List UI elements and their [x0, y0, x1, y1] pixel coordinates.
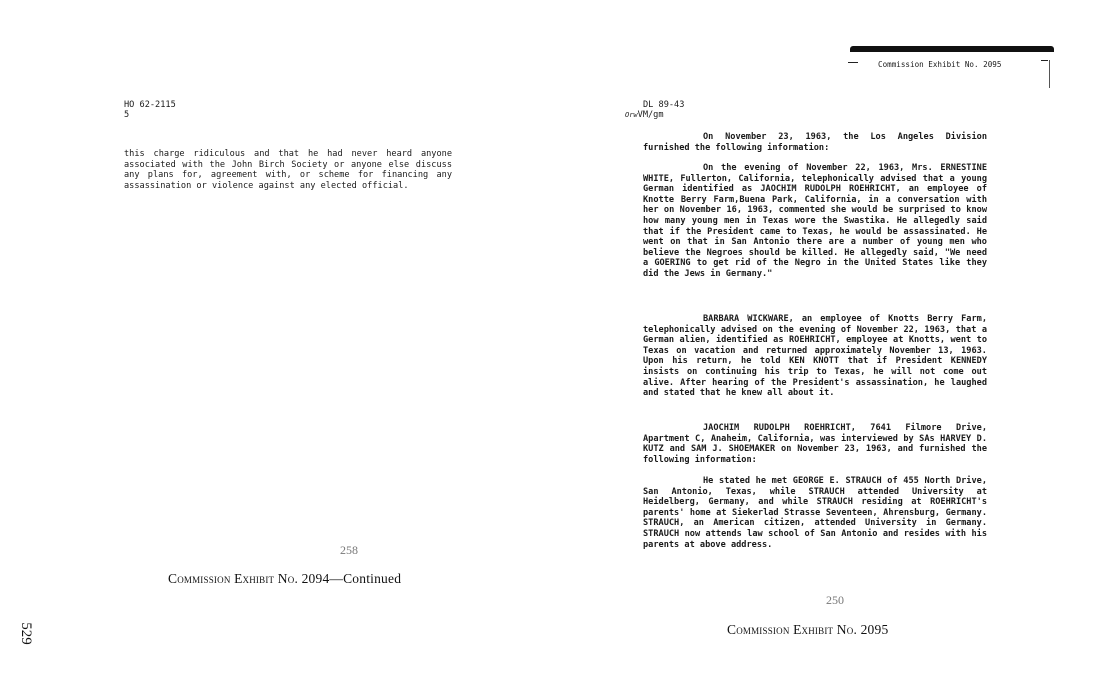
right-page-stamp: 250 — [826, 593, 844, 607]
left-caption-suffix: —Continued — [329, 571, 402, 586]
right-file-number: DL 89-43 — [643, 100, 685, 110]
left-page-stamp: 258 — [340, 543, 358, 557]
left-page-marker: 5 — [124, 110, 130, 120]
paragraph-4: JAOCHIM RUDOLPH ROEHRICHT, 7641 Filmore Drive, Apartment C, Anaheim, California, was interviewed by SAs HARVEY D. KUTZ and SAM J. SHOEMAKER on November 23, 1963, and furnished the following information: — [643, 423, 987, 465]
right-file-sub-text: VM/gm — [637, 110, 664, 120]
left-paragraph: this charge ridiculous and that he had never heard anyone associated with the John Birch Society or anyone else discuss any plans for, agreement with, or scheme for financing any assassination or violence against any elected official. — [124, 149, 452, 191]
left-exhibit-caption — [168, 571, 401, 587]
right-file-sub — [625, 110, 664, 121]
volume-page-number: 529 — [17, 622, 34, 645]
handwritten-initials: Orw — [625, 111, 638, 119]
left-file-number: HO 62-2115 — [124, 100, 176, 110]
left-caption-prefix: Commission Exhibit No. 2094 — [168, 571, 330, 586]
paragraph-2: On the evening of November 22, 1963, Mrs. ERNESTINE WHITE, Fullerton, California, telephonically advised that a young German identified as JAOCHIM RUDOLPH ROEHRICHT, an employee of Knotte Berry Farm,Buena Park, California, in a conversation with her on November 16, 1963, commented she would be surprised to know how many young men in Texas wore the Swastika. He allegedly said that if the President came to Texas, he would be assassinated. He went on that in San Antonio there are a number of young men who believe the Negroes should be killed. He allegedly said, "We need a GOERING to get rid of the Negro in the United States like they did the Jews in Germany." — [643, 163, 987, 279]
exhibit-tab-label: Commission Exhibit No. 2095 — [878, 60, 1002, 69]
paragraph-5: He stated he met GEORGE E. STRAUCH of 455 North Drive, San Antonio, Texas, while STRAUCH attended University at Heidelberg, Germany, and while STRAUCH residing at ROEHRICHT's parents' home at Siekerlad Strasse Seventeen, Ahrensburg, Germany. STRAUCH, an American citizen, attended University in Germany. STRAUCH now attends law school of San Antonio and resides with his parents at above address. — [643, 476, 987, 550]
paragraph-3: BARBARA WICKWARE, an employee of Knotts Berry Farm, telephonically advised on the evening of November 22, 1963, that a German alien, identified as ROEHRICHT, employee at Knotts, went to Texas on vacation and returned approximately November 13, 1963. Upon his return, he told KEN KNOTT that if President KENNEDY insists on continuing his trip to Texas, he will not come out alive. After hearing of the President's assassination, he laughed and stated that he knew all about it. — [643, 314, 987, 399]
right-page — [547, 0, 1094, 691]
right-exhibit-caption: Commission Exhibit No. 2095 — [727, 622, 889, 637]
paragraph-1: On November 23, 1963, the Los Angeles Division furnished the following information: — [643, 132, 987, 153]
